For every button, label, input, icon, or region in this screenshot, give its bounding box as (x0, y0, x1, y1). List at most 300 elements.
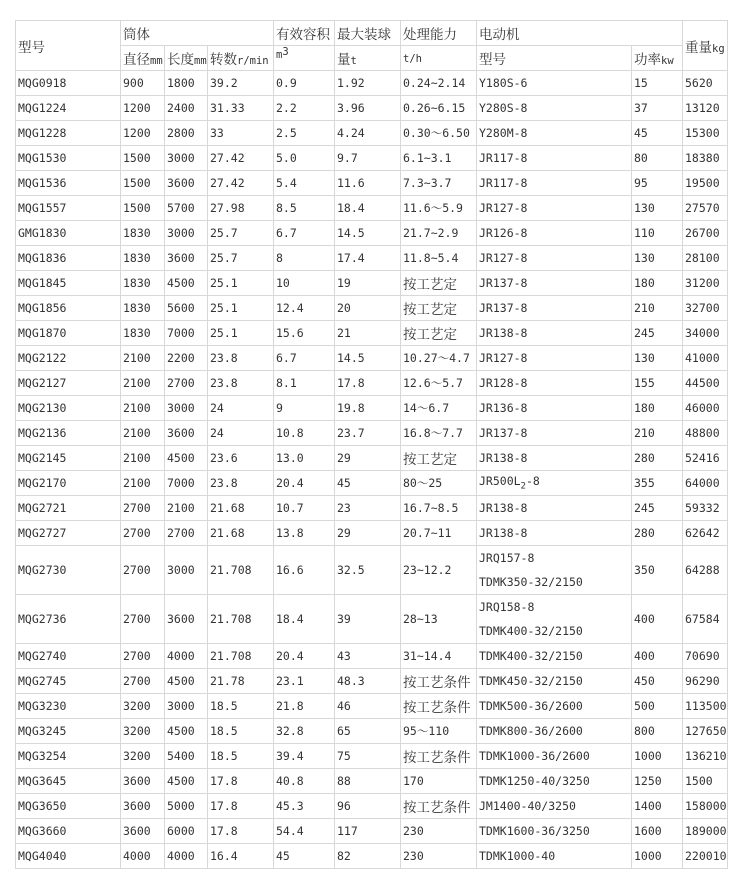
cell-motor: Y280M-8 (477, 121, 632, 146)
table-row (16, 121, 728, 146)
cell-speed: 18.5 (208, 744, 274, 769)
cell-motor: JR127-8 (477, 246, 632, 271)
cell-model: MQG2740 (16, 644, 121, 669)
cell-load: 46 (335, 694, 401, 719)
header-ball-load: 最大装球 (335, 21, 401, 46)
cell-length: 4500 (165, 669, 208, 694)
cell-volume: 9 (274, 396, 335, 421)
cell-model: MQG1870 (16, 321, 121, 346)
spec-table (15, 20, 728, 869)
cell-speed: 25.1 (208, 321, 274, 346)
cell-speed: 24 (208, 421, 274, 446)
cell-speed: 27.42 (208, 171, 274, 196)
cell-weight: 189000 (683, 819, 728, 844)
table-row (16, 296, 728, 321)
cell-motor: JR137-8 (477, 421, 632, 446)
cell-speed: 21.68 (208, 496, 274, 521)
cell-capacity: 10.27～4.7 (401, 346, 477, 371)
cell-length: 3600 (165, 595, 208, 644)
cell-load: 65 (335, 719, 401, 744)
header-row-2 (16, 46, 728, 71)
cell-weight: 52416 (683, 446, 728, 471)
cell-volume: 8.5 (274, 196, 335, 221)
cell-weight: 158000 (683, 794, 728, 819)
cell-speed: 16.4 (208, 844, 274, 869)
cell-load: 17.8 (335, 371, 401, 396)
header-row-1 (16, 21, 728, 46)
cell-load: 88 (335, 769, 401, 794)
table-row (16, 346, 728, 371)
cell-power: 1600 (632, 819, 683, 844)
motor-model-line-1: JRQ158-8 (479, 600, 535, 614)
table-row (16, 844, 728, 869)
table-row (16, 644, 728, 669)
cell-power: 130 (632, 346, 683, 371)
cell-speed: 21.78 (208, 669, 274, 694)
cell-length: 4000 (165, 644, 208, 669)
cell-model: MQG1856 (16, 296, 121, 321)
cell-power: 37 (632, 96, 683, 121)
cell-speed: 25.7 (208, 221, 274, 246)
cell-volume: 8.1 (274, 371, 335, 396)
cell-speed: 21.708 (208, 595, 274, 644)
cell-model: GMG1830 (16, 221, 121, 246)
cell-length: 3000 (165, 546, 208, 595)
cell-volume: 40.8 (274, 769, 335, 794)
cell-weight: 41000 (683, 346, 728, 371)
cell-diameter: 1830 (121, 321, 165, 346)
cell-model: MQG3254 (16, 744, 121, 769)
cell-diameter: 3600 (121, 819, 165, 844)
cell-motor: JR138-8 (477, 321, 632, 346)
header-power: 功率kw (632, 46, 683, 71)
cell-length: 4500 (165, 271, 208, 296)
cell-model: MQG2130 (16, 396, 121, 421)
cell-model: MQG1224 (16, 96, 121, 121)
cell-weight: 136210 (683, 744, 728, 769)
cell-speed: 31.33 (208, 96, 274, 121)
cell-length: 4500 (165, 769, 208, 794)
cell-diameter: 1500 (121, 171, 165, 196)
cell-weight: 32700 (683, 296, 728, 321)
cell-power: 245 (632, 321, 683, 346)
cell-motor (477, 546, 632, 595)
cell-diameter: 2700 (121, 669, 165, 694)
cell-volume: 2.2 (274, 96, 335, 121)
table-row (16, 246, 728, 271)
header-length: 长度mm (165, 46, 208, 71)
cell-motor: TDMK1000-36/2600 (477, 744, 632, 769)
table-body (16, 21, 728, 869)
cell-length: 2700 (165, 521, 208, 546)
cell-weight: 34000 (683, 321, 728, 346)
cell-volume: 20.4 (274, 644, 335, 669)
cell-motor: JR127-8 (477, 346, 632, 371)
cell-speed: 17.8 (208, 769, 274, 794)
cell-power: 210 (632, 296, 683, 321)
cell-load: 17.4 (335, 246, 401, 271)
cell-diameter: 2100 (121, 346, 165, 371)
cell-weight: 28100 (683, 246, 728, 271)
cell-length: 5000 (165, 794, 208, 819)
cell-volume: 18.4 (274, 595, 335, 644)
cell-length: 5600 (165, 296, 208, 321)
cell-load: 23 (335, 496, 401, 521)
cell-capacity: 按工艺条件 (401, 794, 477, 819)
cell-load: 1.92 (335, 71, 401, 96)
header-ball-load-unit: 量t (335, 46, 401, 71)
cell-diameter: 3600 (121, 794, 165, 819)
cell-weight: 62642 (683, 521, 728, 546)
cell-diameter: 3200 (121, 694, 165, 719)
cell-load: 29 (335, 446, 401, 471)
cell-motor: JM1400-40/3250 (477, 794, 632, 819)
cell-power: 15 (632, 71, 683, 96)
cell-weight: 48800 (683, 421, 728, 446)
table-row (16, 669, 728, 694)
cell-volume: 10.7 (274, 496, 335, 521)
cell-diameter: 2100 (121, 471, 165, 496)
cell-power: 210 (632, 421, 683, 446)
cell-power: 280 (632, 446, 683, 471)
cell-motor: TDMK450-32/2150 (477, 669, 632, 694)
cell-capacity: 170 (401, 769, 477, 794)
cell-length: 3600 (165, 171, 208, 196)
cell-volume: 32.8 (274, 719, 335, 744)
cell-power: 245 (632, 496, 683, 521)
cell-speed: 24 (208, 396, 274, 421)
table-row (16, 446, 728, 471)
cell-length: 2200 (165, 346, 208, 371)
cell-model: MQG2745 (16, 669, 121, 694)
cell-load: 45 (335, 471, 401, 496)
cell-diameter: 3200 (121, 744, 165, 769)
header-volume: 有效容积 (274, 21, 335, 46)
cell-motor: TDMK1250-40/3250 (477, 769, 632, 794)
cell-speed: 23.8 (208, 371, 274, 396)
table-row (16, 271, 728, 296)
cell-power: 1400 (632, 794, 683, 819)
cell-diameter: 3200 (121, 719, 165, 744)
header-capacity-unit: t/h (401, 46, 477, 71)
table-row (16, 794, 728, 819)
header-speed: 转数r/min (208, 46, 274, 71)
cell-load: 20 (335, 296, 401, 321)
cell-speed: 17.8 (208, 819, 274, 844)
cell-speed: 25.7 (208, 246, 274, 271)
cell-motor: TDMK400-32/2150 (477, 644, 632, 669)
cell-length: 5700 (165, 196, 208, 221)
table-row (16, 471, 728, 496)
cell-capacity: 12.6～5.7 (401, 371, 477, 396)
header-motor-model: 型号 (477, 46, 632, 71)
cell-model: MQG0918 (16, 71, 121, 96)
cell-capacity: 230 (401, 819, 477, 844)
cell-length: 3000 (165, 221, 208, 246)
table-row (16, 396, 728, 421)
cell-power: 110 (632, 221, 683, 246)
cell-capacity: 按工艺条件 (401, 744, 477, 769)
cell-load: 48.3 (335, 669, 401, 694)
cell-load: 11.6 (335, 171, 401, 196)
cell-volume: 23.1 (274, 669, 335, 694)
cell-load: 9.7 (335, 146, 401, 171)
cell-model: MQG2127 (16, 371, 121, 396)
cell-load: 4.24 (335, 121, 401, 146)
cell-power: 500 (632, 694, 683, 719)
cell-diameter: 2700 (121, 546, 165, 595)
cell-power: 1000 (632, 844, 683, 869)
cell-capacity: 按工艺定 (401, 446, 477, 471)
cell-weight: 96290 (683, 669, 728, 694)
cell-length: 4500 (165, 719, 208, 744)
cell-length: 3000 (165, 694, 208, 719)
cell-model: MQG4040 (16, 844, 121, 869)
cell-volume: 13.0 (274, 446, 335, 471)
cell-weight: 59332 (683, 496, 728, 521)
cell-motor: Y180S-6 (477, 71, 632, 96)
cell-speed: 25.1 (208, 271, 274, 296)
cell-capacity: 按工艺条件 (401, 694, 477, 719)
cell-volume: 6.7 (274, 221, 335, 246)
cell-capacity: 28~13 (401, 595, 477, 644)
cell-speed: 17.8 (208, 794, 274, 819)
cell-motor: JR117-8 (477, 146, 632, 171)
cell-capacity: 11.8~5.4 (401, 246, 477, 271)
cell-length: 3000 (165, 396, 208, 421)
table-row (16, 546, 728, 595)
cell-volume: 0.9 (274, 71, 335, 96)
cell-motor: TDMK1600-36/3250 (477, 819, 632, 844)
table-row (16, 171, 728, 196)
cell-diameter: 1500 (121, 146, 165, 171)
table-row (16, 769, 728, 794)
cell-capacity: 按工艺定 (401, 321, 477, 346)
cell-speed: 27.42 (208, 146, 274, 171)
cell-weight: 27570 (683, 196, 728, 221)
cell-load: 21 (335, 321, 401, 346)
cell-motor: JR127-8 (477, 196, 632, 221)
cell-speed: 23.8 (208, 471, 274, 496)
cell-diameter: 1830 (121, 246, 165, 271)
cell-power: 180 (632, 396, 683, 421)
table-row (16, 421, 728, 446)
cell-volume: 10.8 (274, 421, 335, 446)
cell-volume: 45.3 (274, 794, 335, 819)
header-capacity: 处理能力 (401, 21, 477, 46)
cell-volume: 39.4 (274, 744, 335, 769)
header-barrel: 筒体 (121, 21, 274, 46)
cell-load: 96 (335, 794, 401, 819)
cell-model: MQG3245 (16, 719, 121, 744)
cell-power: 1000 (632, 744, 683, 769)
cell-weight: 113500 (683, 694, 728, 719)
table-row (16, 496, 728, 521)
cell-motor: TDMK1000-40 (477, 844, 632, 869)
cell-load: 23.7 (335, 421, 401, 446)
cell-speed: 21.708 (208, 546, 274, 595)
cell-length: 6000 (165, 819, 208, 844)
cell-length: 1800 (165, 71, 208, 96)
cell-volume: 5.0 (274, 146, 335, 171)
cell-power: 1250 (632, 769, 683, 794)
cell-capacity: 0.30～6.50 (401, 121, 477, 146)
cell-power: 400 (632, 644, 683, 669)
cell-capacity: 14～6.7 (401, 396, 477, 421)
cell-speed: 39.2 (208, 71, 274, 96)
cell-load: 19.8 (335, 396, 401, 421)
cell-speed: 27.98 (208, 196, 274, 221)
cell-motor: JR138-8 (477, 521, 632, 546)
cell-volume: 20.4 (274, 471, 335, 496)
cell-capacity: 0.24~2.14 (401, 71, 477, 96)
table-row (16, 744, 728, 769)
table-row (16, 694, 728, 719)
cell-diameter: 4000 (121, 844, 165, 869)
header-weight: 重量kg (683, 21, 728, 71)
cell-speed: 18.5 (208, 719, 274, 744)
cell-capacity: 按工艺条件 (401, 669, 477, 694)
cell-load: 82 (335, 844, 401, 869)
cell-weight: 18380 (683, 146, 728, 171)
cell-power: 180 (632, 271, 683, 296)
cell-diameter: 1200 (121, 121, 165, 146)
cell-capacity: 95～110 (401, 719, 477, 744)
cell-model: MQG3650 (16, 794, 121, 819)
cell-power: 45 (632, 121, 683, 146)
cell-diameter: 2700 (121, 496, 165, 521)
cell-load: 18.4 (335, 196, 401, 221)
cell-power: 130 (632, 246, 683, 271)
cell-load: 117 (335, 819, 401, 844)
cell-motor (477, 595, 632, 644)
cell-motor: JR128-8 (477, 371, 632, 396)
cell-speed: 25.1 (208, 296, 274, 321)
table-row (16, 146, 728, 171)
cell-speed: 21.708 (208, 644, 274, 669)
cell-diameter: 1830 (121, 296, 165, 321)
cell-length: 3000 (165, 146, 208, 171)
cell-load: 14.5 (335, 221, 401, 246)
table-row (16, 96, 728, 121)
cell-model: MQG3230 (16, 694, 121, 719)
cell-weight: 64000 (683, 471, 728, 496)
cell-load: 75 (335, 744, 401, 769)
cell-volume: 2.5 (274, 121, 335, 146)
cell-load: 14.5 (335, 346, 401, 371)
cell-length: 7000 (165, 321, 208, 346)
cell-capacity: 16.7~8.5 (401, 496, 477, 521)
cell-motor: JR138-8 (477, 496, 632, 521)
cell-weight: 67584 (683, 595, 728, 644)
cell-diameter: 2100 (121, 396, 165, 421)
cell-capacity: 20.7~11 (401, 521, 477, 546)
cell-power: 350 (632, 546, 683, 595)
cell-diameter: 2700 (121, 521, 165, 546)
cell-model: MQG2122 (16, 346, 121, 371)
cell-length: 2100 (165, 496, 208, 521)
cell-speed: 33 (208, 121, 274, 146)
header-model: 型号 (16, 21, 121, 71)
cell-speed: 23.8 (208, 346, 274, 371)
cell-model: MQG1536 (16, 171, 121, 196)
cell-power: 95 (632, 171, 683, 196)
cell-power: 450 (632, 669, 683, 694)
cell-motor: Y280S-8 (477, 96, 632, 121)
cell-length: 7000 (165, 471, 208, 496)
cell-capacity: 16.8～7.7 (401, 421, 477, 446)
table-row (16, 321, 728, 346)
cell-model: MQG3645 (16, 769, 121, 794)
cell-load: 29 (335, 521, 401, 546)
cell-weight: 26700 (683, 221, 728, 246)
cell-capacity: 0.26~6.15 (401, 96, 477, 121)
cell-model: MQG3660 (16, 819, 121, 844)
cell-capacity: 230 (401, 844, 477, 869)
cell-motor: JR136-8 (477, 396, 632, 421)
table-row (16, 371, 728, 396)
cell-model: MQG2170 (16, 471, 121, 496)
cell-diameter: 2100 (121, 371, 165, 396)
cell-weight: 15300 (683, 121, 728, 146)
cell-motor: TDMK800-36/2600 (477, 719, 632, 744)
cell-volume: 54.4 (274, 819, 335, 844)
cell-power: 400 (632, 595, 683, 644)
cell-weight: 5620 (683, 71, 728, 96)
cell-capacity: 按工艺定 (401, 296, 477, 321)
cell-power: 80 (632, 146, 683, 171)
cell-speed: 18.5 (208, 694, 274, 719)
cell-diameter: 2700 (121, 644, 165, 669)
cell-model: MQG2145 (16, 446, 121, 471)
cell-diameter: 1200 (121, 96, 165, 121)
cell-volume: 6.7 (274, 346, 335, 371)
cell-motor: JR138-8 (477, 446, 632, 471)
cell-capacity: 21.7~2.9 (401, 221, 477, 246)
cell-weight: 46000 (683, 396, 728, 421)
cell-capacity: 按工艺定 (401, 271, 477, 296)
table-row (16, 819, 728, 844)
cell-length: 4500 (165, 446, 208, 471)
table-row (16, 221, 728, 246)
cell-power: 130 (632, 196, 683, 221)
cell-model: MQG1845 (16, 271, 121, 296)
header-volume-unit: $m^3$ (274, 46, 335, 71)
cell-length: 4000 (165, 844, 208, 869)
cell-volume: 12.4 (274, 296, 335, 321)
cell-model: MQG2727 (16, 521, 121, 546)
cell-model: MQG1557 (16, 196, 121, 221)
cell-motor: JR137-8 (477, 271, 632, 296)
cell-length: 2700 (165, 371, 208, 396)
cell-model: MQG1836 (16, 246, 121, 271)
cell-motor: TDMK500-36/2600 (477, 694, 632, 719)
cell-volume: 15.6 (274, 321, 335, 346)
motor-model-line-1: JRQ157-8 (479, 551, 535, 565)
cell-weight: 70690 (683, 644, 728, 669)
cell-speed: 23.6 (208, 446, 274, 471)
cell-diameter: 3600 (121, 769, 165, 794)
cell-volume: 16.6 (274, 546, 335, 595)
motor-model-line-2: TDMK400-32/2150 (479, 624, 583, 638)
cell-diameter: 1830 (121, 221, 165, 246)
cell-load: 43 (335, 644, 401, 669)
cell-weight: 127650 (683, 719, 728, 744)
cell-capacity: 23~12.2 (401, 546, 477, 595)
cell-weight: 44500 (683, 371, 728, 396)
cell-speed: 21.68 (208, 521, 274, 546)
cell-power: 800 (632, 719, 683, 744)
